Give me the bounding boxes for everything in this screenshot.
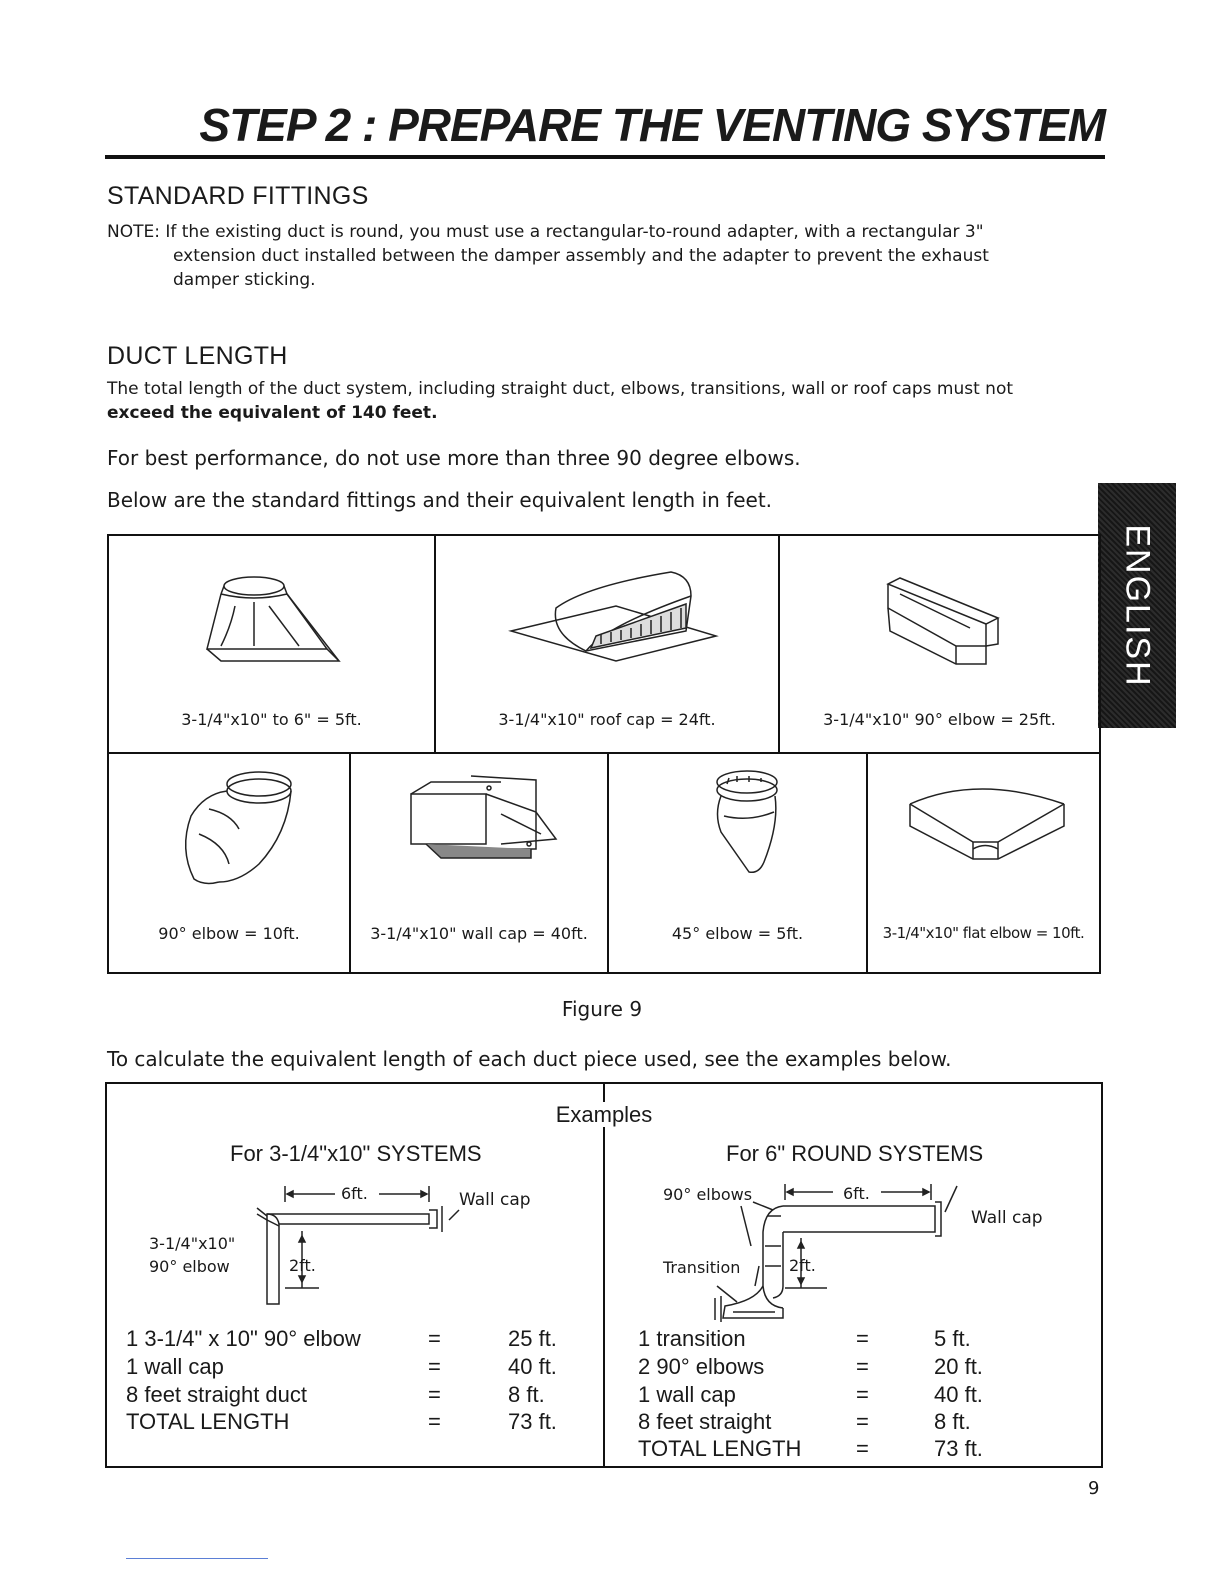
fitting-cell-round-elbow — [109, 754, 349, 972]
note-line-2: extension duct installed between the damper assembly and the adapter to prevent the exhaust — [173, 246, 989, 266]
note-line-1: If the existing duct is round, you must use a rectangular-to-round adapter, with a rectangular 3" — [165, 222, 984, 242]
left-row-item: 1 3-1/4" x 10" 90° elbow — [126, 1326, 361, 1351]
right-row-item: 8 feet straight — [638, 1409, 772, 1434]
len-2ft-label: 2ft. — [289, 1256, 316, 1275]
figure-caption: Figure 9 — [561, 997, 643, 1021]
duct-length-para1-line1: The total length of the duct system, including straight duct, elbows, transitions, wall or roof caps must not — [107, 379, 1014, 399]
left-row-value: 40 ft. — [508, 1354, 557, 1379]
standard-fittings-heading: STANDARD FITTINGS — [107, 182, 369, 210]
fitting-label: 3-1/4"x10" 90° elbow = 25ft. — [823, 710, 1056, 729]
wall-cap-label: Wall cap — [971, 1208, 1043, 1228]
left-row-value: 73 ft. — [508, 1409, 557, 1434]
examples-intro: To calculate the equivalent length of each duct piece used, see the examples below. — [107, 1047, 952, 1071]
fitting-label: 3-1/4"x10" wall cap = 40ft. — [370, 924, 588, 943]
fitting-label: 90° elbow = 10ft. — [158, 924, 300, 943]
elbow-label-line1: 3-1/4"x10" — [149, 1234, 236, 1253]
footer-rule — [126, 1558, 268, 1559]
left-row-item: 1 wall cap — [126, 1354, 224, 1379]
examples-title-text: Examples — [552, 1102, 657, 1127]
fitting-cell-wall-cap — [351, 754, 607, 972]
left-row-eq: = — [428, 1382, 441, 1407]
fitting-label: 3-1/4"x10" flat elbow = 10ft. — [882, 924, 1085, 942]
note-lead: NOTE: — [107, 222, 160, 242]
left-example-heading: For 3-1/4"x10" SYSTEMS — [230, 1141, 482, 1166]
right-row-value: 20 ft. — [934, 1354, 983, 1379]
elbows-label: 90° elbows — [663, 1185, 753, 1204]
fitting-cell-transition — [109, 536, 434, 752]
right-row-item: 1 wall cap — [638, 1382, 736, 1407]
left-row-value: 25 ft. — [508, 1326, 557, 1351]
note-line-3: damper sticking. — [173, 270, 316, 290]
left-row-value: 8 ft. — [508, 1382, 545, 1407]
right-row-value: 8 ft. — [934, 1409, 971, 1434]
fitting-label: 3-1/4"x10" roof cap = 24ft. — [498, 710, 716, 729]
duct-length-para2: For best performance, do not use more than three 90 degree elbows. — [107, 446, 801, 470]
right-row-value: 40 ft. — [934, 1382, 983, 1407]
elbow-label-line2: 90° elbow — [149, 1257, 230, 1276]
fitting-cell-roof-cap — [436, 536, 778, 752]
duct-length-para1-line2: exceed the equivalent of 140 feet. — [107, 403, 438, 423]
fitting-cell-45-elbow — [609, 754, 866, 972]
note-block — [107, 220, 1097, 292]
language-tab-label: ENGLISH — [1118, 523, 1157, 688]
fitting-label: 45° elbow = 5ft. — [671, 924, 804, 943]
examples-title — [0, 1102, 1208, 1128]
title-rule — [105, 155, 1105, 159]
page-title: STEP 2 : PREPARE THE VENTING SYSTEM — [199, 99, 1105, 151]
left-row-item: TOTAL LENGTH — [126, 1409, 290, 1434]
right-row-eq: = — [856, 1382, 869, 1407]
right-row-eq: = — [856, 1436, 869, 1461]
left-row-eq: = — [428, 1326, 441, 1351]
transition-label: Transition — [663, 1258, 741, 1277]
right-example-diagram — [605, 1176, 1101, 1326]
duct-length-para3: Below are the standard fittings and their equivalent length in feet. — [107, 488, 773, 512]
right-row-value: 73 ft. — [934, 1436, 983, 1461]
right-row-eq: = — [856, 1354, 869, 1379]
right-example-heading: For 6" ROUND SYSTEMS — [726, 1141, 984, 1166]
right-row-eq: = — [856, 1409, 869, 1434]
page-number: 9 — [1088, 1478, 1100, 1499]
right-row-eq: = — [856, 1326, 869, 1351]
duct-length-heading: DUCT LENGTH — [107, 342, 288, 370]
right-row-item: 2 90° elbows — [638, 1354, 765, 1379]
right-row-item: TOTAL LENGTH — [638, 1436, 802, 1461]
duct-length-para1 — [107, 377, 1097, 425]
fitting-cell-flat-elbow — [868, 754, 1099, 972]
right-row-item: 1 transition — [638, 1326, 746, 1351]
left-row-eq: = — [428, 1354, 441, 1379]
len-2ft-label: 2ft. — [789, 1256, 816, 1275]
language-tab — [1098, 483, 1176, 728]
len-6ft-label: 6ft. — [843, 1184, 870, 1203]
left-row-eq: = — [428, 1409, 441, 1434]
fitting-cell-rect-elbow — [780, 536, 1099, 752]
wall-cap-label: Wall cap — [459, 1190, 531, 1210]
len-6ft-label: 6ft. — [341, 1184, 368, 1203]
fitting-label: 3-1/4"x10" to 6" = 5ft. — [181, 710, 362, 729]
right-row-value: 5 ft. — [934, 1326, 971, 1351]
left-row-item: 8 feet straight duct — [126, 1382, 307, 1407]
left-example-diagram — [107, 1176, 603, 1316]
